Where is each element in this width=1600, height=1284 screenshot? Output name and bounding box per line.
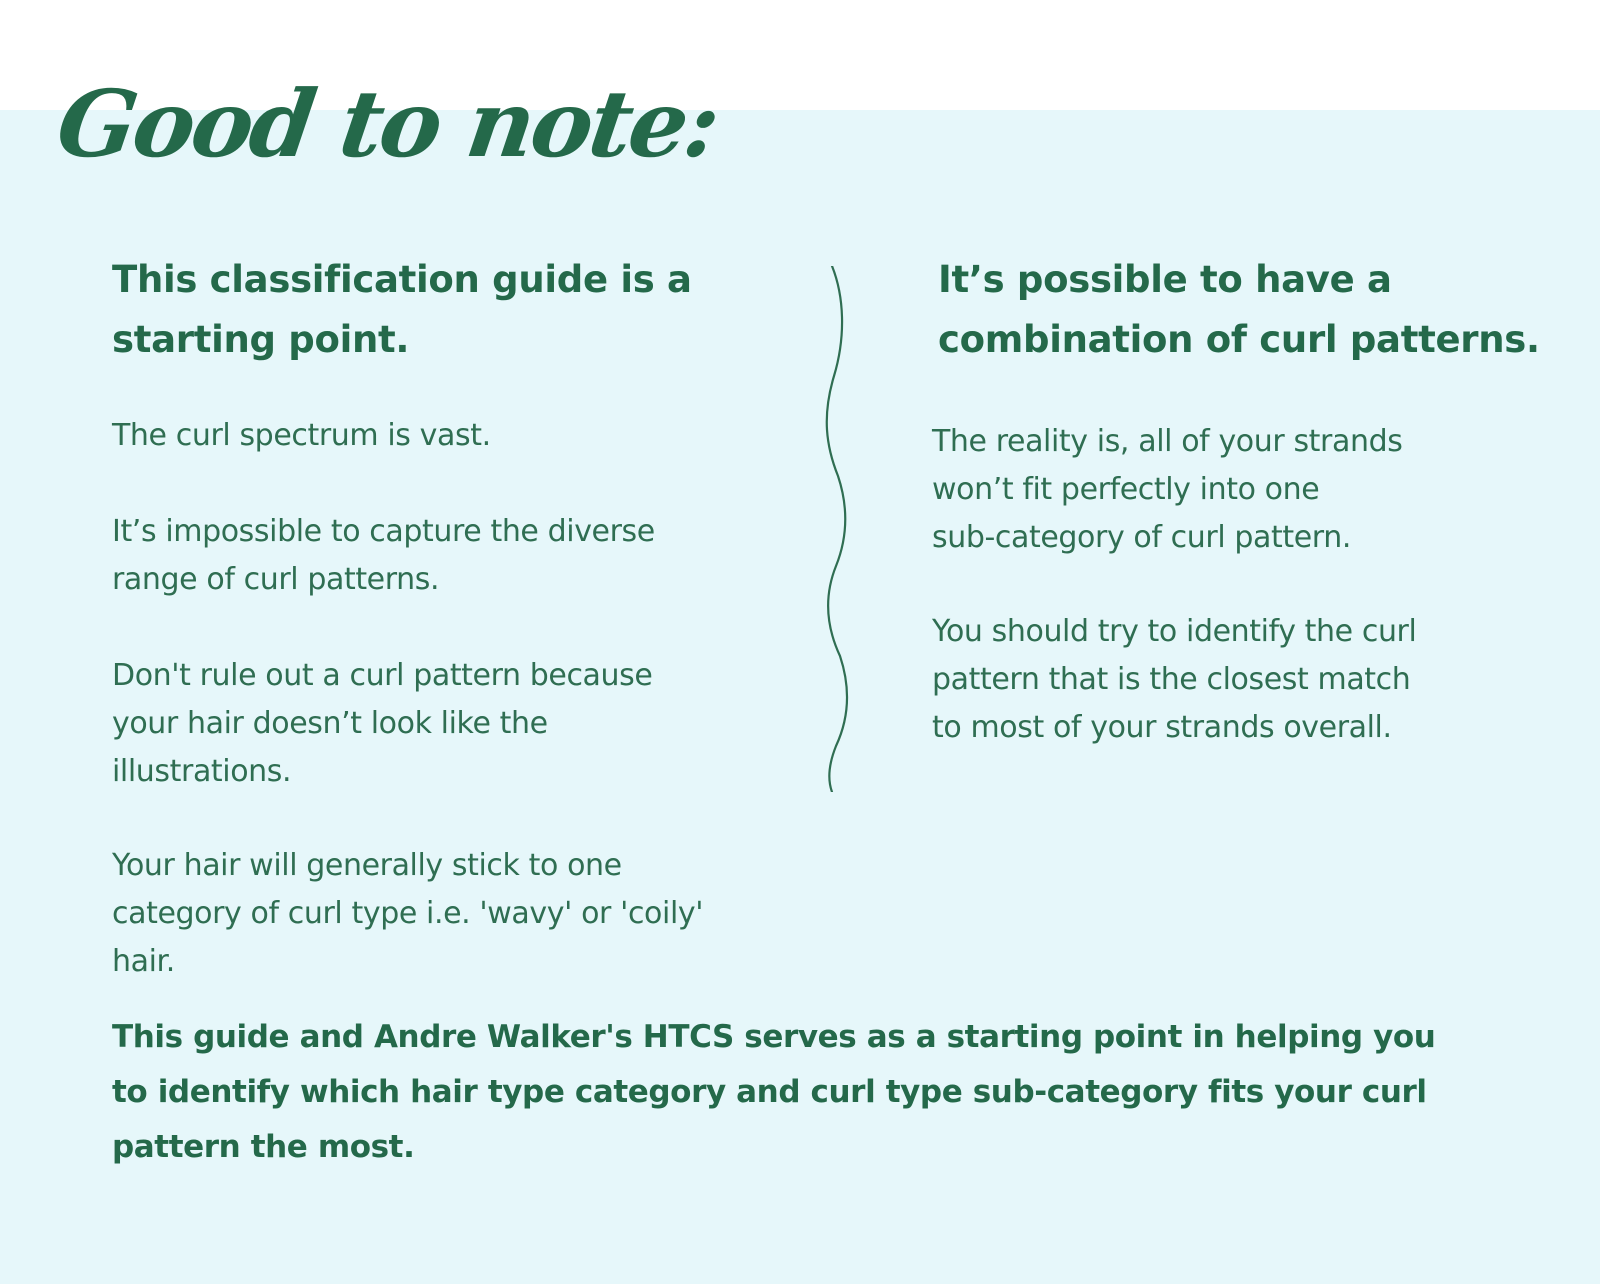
footer-line: to identify which hair type category and curl type sub-category fits your curl (112, 1074, 1427, 1110)
left-paragraph-3 (112, 652, 652, 796)
paragraph-line: sub-category of curl pattern. (932, 520, 1351, 555)
left-paragraph-2 (112, 508, 655, 604)
right-paragraph-2 (932, 608, 1416, 752)
paragraph-line: won’t fit perfectly into one (932, 472, 1320, 507)
paragraph-line: range of curl patterns. (112, 562, 440, 597)
page-headline: Good to note: (50, 70, 724, 178)
footer-note (112, 1010, 1435, 1175)
paragraph-line: It’s impossible to capture the diverse (112, 514, 655, 549)
heading-line: starting point. (112, 318, 410, 361)
paragraph-line: Your hair will generally stick to one (112, 848, 622, 883)
wavy-line-divider-icon (820, 266, 860, 792)
paragraph-line: illustrations. (112, 754, 292, 789)
right-column-heading (938, 250, 1540, 370)
right-paragraph-1 (932, 418, 1402, 562)
heading-line: combination of curl patterns. (938, 318, 1540, 361)
heading-line: This classification guide is a (112, 258, 692, 301)
left-column-heading (112, 250, 692, 370)
footer-line: This guide and Andre Walker's HTCS serves as a starting point in helping you (112, 1019, 1436, 1055)
paragraph-line: pattern that is the closest match (932, 662, 1411, 697)
paragraph-line: The reality is, all of your strands (932, 424, 1403, 459)
paragraph-line: Don't rule out a curl pattern because (112, 658, 653, 693)
footer-line: pattern the most. (112, 1129, 415, 1165)
paragraph-line: The curl spectrum is vast. (112, 418, 491, 453)
left-paragraph-1 (112, 412, 491, 460)
paragraph-line: your hair doesn’t look like the (112, 706, 548, 741)
paragraph-line: You should try to identify the curl (932, 614, 1417, 649)
paragraph-line: category of curl type i.e. 'wavy' or 'coily' (112, 896, 704, 931)
heading-line: It’s possible to have a (938, 258, 1392, 301)
paragraph-line: hair. (112, 944, 175, 979)
left-paragraph-4 (112, 842, 703, 986)
paragraph-line: to most of your strands overall. (932, 710, 1392, 745)
